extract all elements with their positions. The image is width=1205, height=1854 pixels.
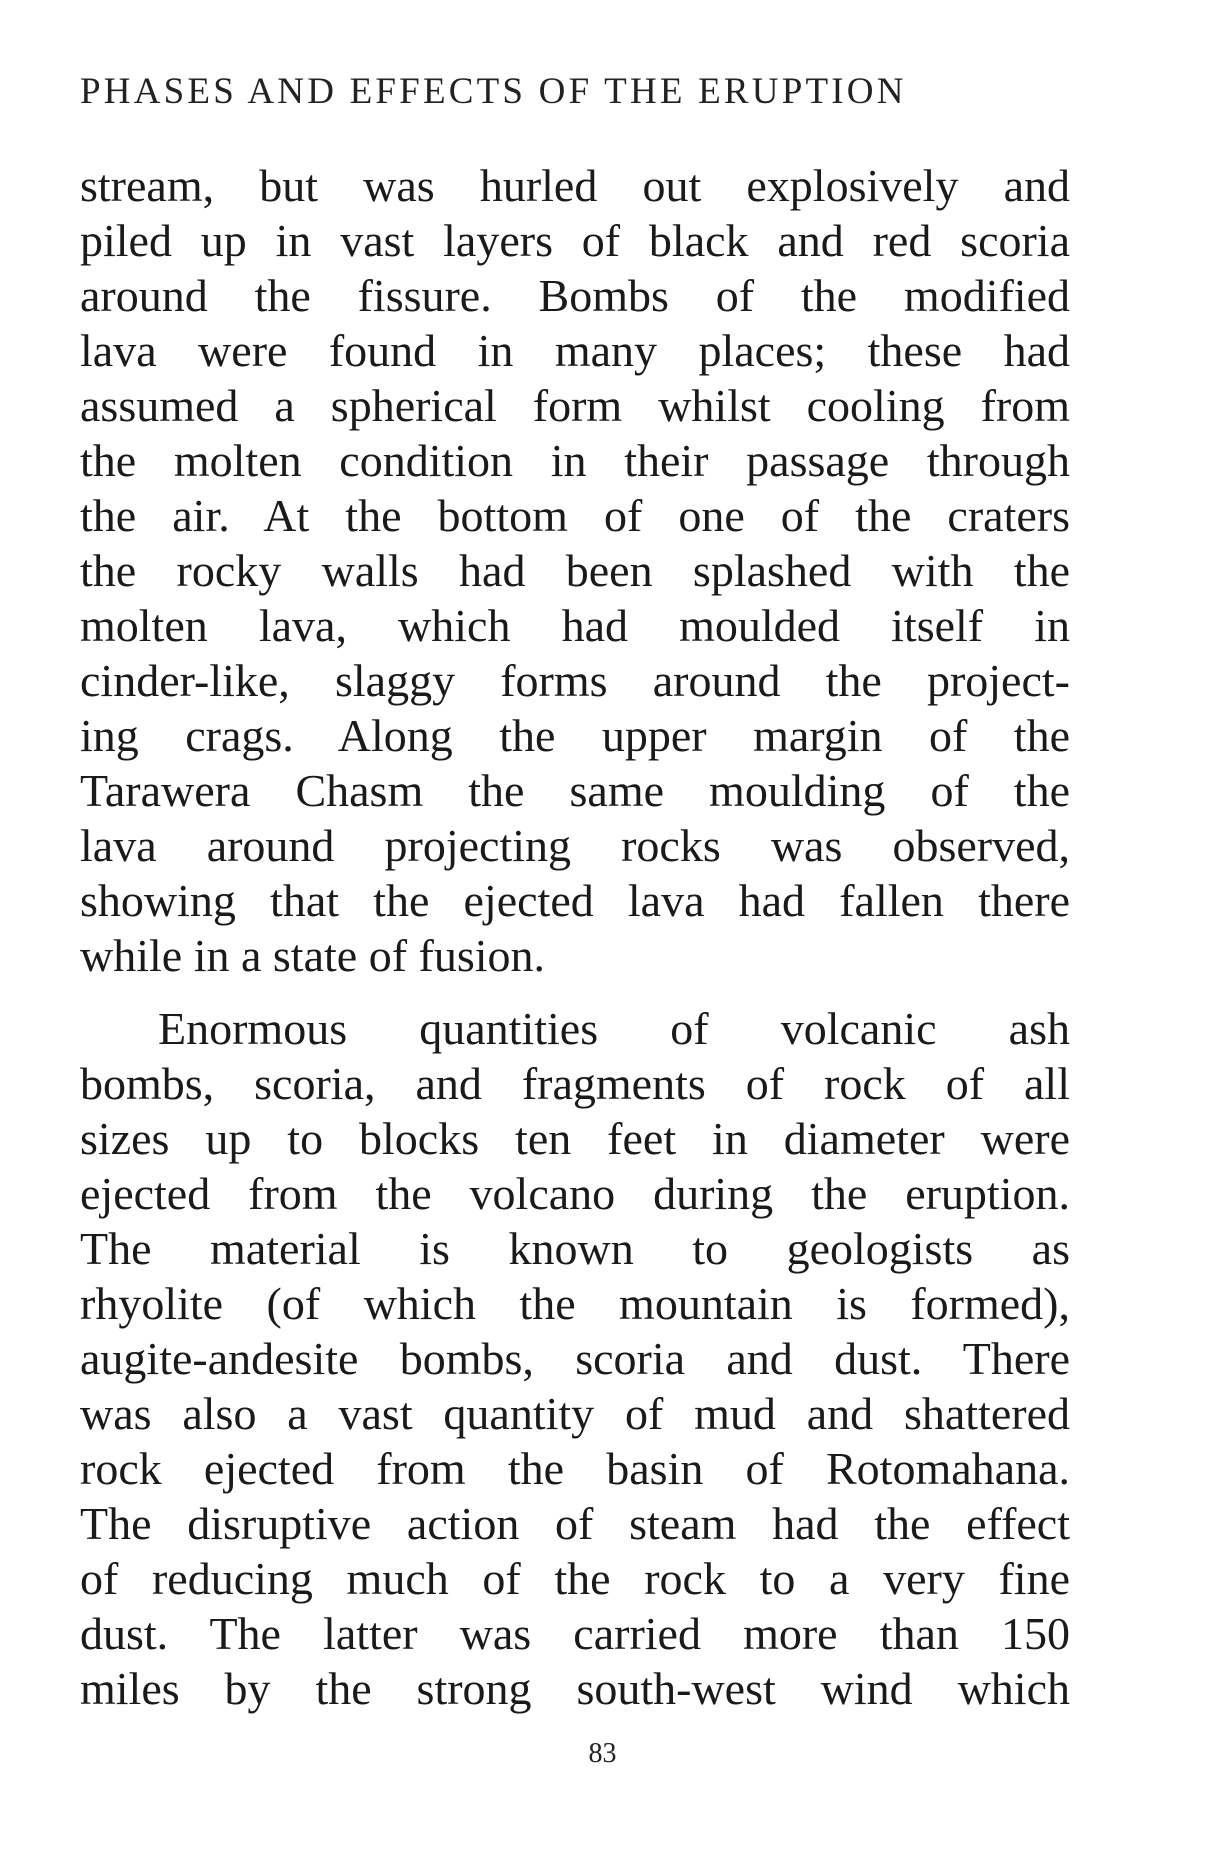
text-line: of reducing much of the rock to a very fine bbox=[80, 1553, 1070, 1604]
text-line: showing that the ejected lava had fallen there bbox=[80, 875, 1070, 926]
text-line: stream, but was hurled out explosively and bbox=[80, 160, 1070, 211]
text-line: The disruptive action of steam had the effect bbox=[80, 1498, 1070, 1549]
text-line: sizes up to blocks ten feet in diameter were bbox=[80, 1113, 1070, 1164]
paragraph bbox=[80, 1001, 1070, 1716]
text-line: augite-andesite bombs, scoria and dust. There bbox=[80, 1333, 1070, 1384]
text-line: rhyolite (of which the mountain is formed), bbox=[80, 1278, 1070, 1329]
text-line: dust. The latter was carried more than 150 bbox=[80, 1608, 1070, 1659]
text-line: the air. At the bottom of one of the craters bbox=[80, 490, 1070, 541]
text-line: ing crags. Along the upper margin of the bbox=[80, 710, 1070, 761]
running-head: PHASES AND EFFECTS OF THE ERUPTION bbox=[80, 71, 907, 112]
text-line: cinder-like, slaggy forms around the project- bbox=[80, 655, 1070, 706]
text-line: assumed a spherical form whilst cooling from bbox=[80, 380, 1070, 431]
text-line: miles by the strong south-west wind which bbox=[80, 1663, 1070, 1714]
body-text bbox=[80, 158, 1070, 1716]
text-line: molten lava, which had moulded itself in bbox=[80, 600, 1070, 651]
text-line: the rocky walls had been splashed with the bbox=[80, 545, 1070, 596]
text-line: around the fissure. Bombs of the modified bbox=[80, 270, 1070, 321]
text-line: piled up in vast layers of black and red scoria bbox=[80, 215, 1070, 266]
page-number: 83 bbox=[588, 1738, 617, 1769]
text-line: while in a state of fusion. bbox=[80, 930, 546, 981]
text-line: ejected from the volcano during the eruption. bbox=[80, 1168, 1070, 1219]
text-line: bombs, scoria, and fragments of rock of all bbox=[80, 1058, 1070, 1109]
text-line: Enormous quantities of volcanic ash bbox=[158, 1003, 1070, 1054]
text-line: lava around projecting rocks was observed, bbox=[80, 820, 1070, 871]
text-line: rock ejected from the basin of Rotomahana. bbox=[80, 1443, 1070, 1494]
text-line: Tarawera Chasm the same moulding of the bbox=[80, 765, 1070, 816]
text-line: the molten condition in their passage through bbox=[80, 435, 1070, 486]
text-line: was also a vast quantity of mud and shattered bbox=[80, 1388, 1070, 1439]
paragraph-gap bbox=[80, 983, 1070, 1001]
text-line: lava were found in many places; these had bbox=[80, 325, 1070, 376]
text-line: The material is known to geologists as bbox=[80, 1223, 1070, 1274]
paragraph bbox=[80, 158, 1070, 983]
